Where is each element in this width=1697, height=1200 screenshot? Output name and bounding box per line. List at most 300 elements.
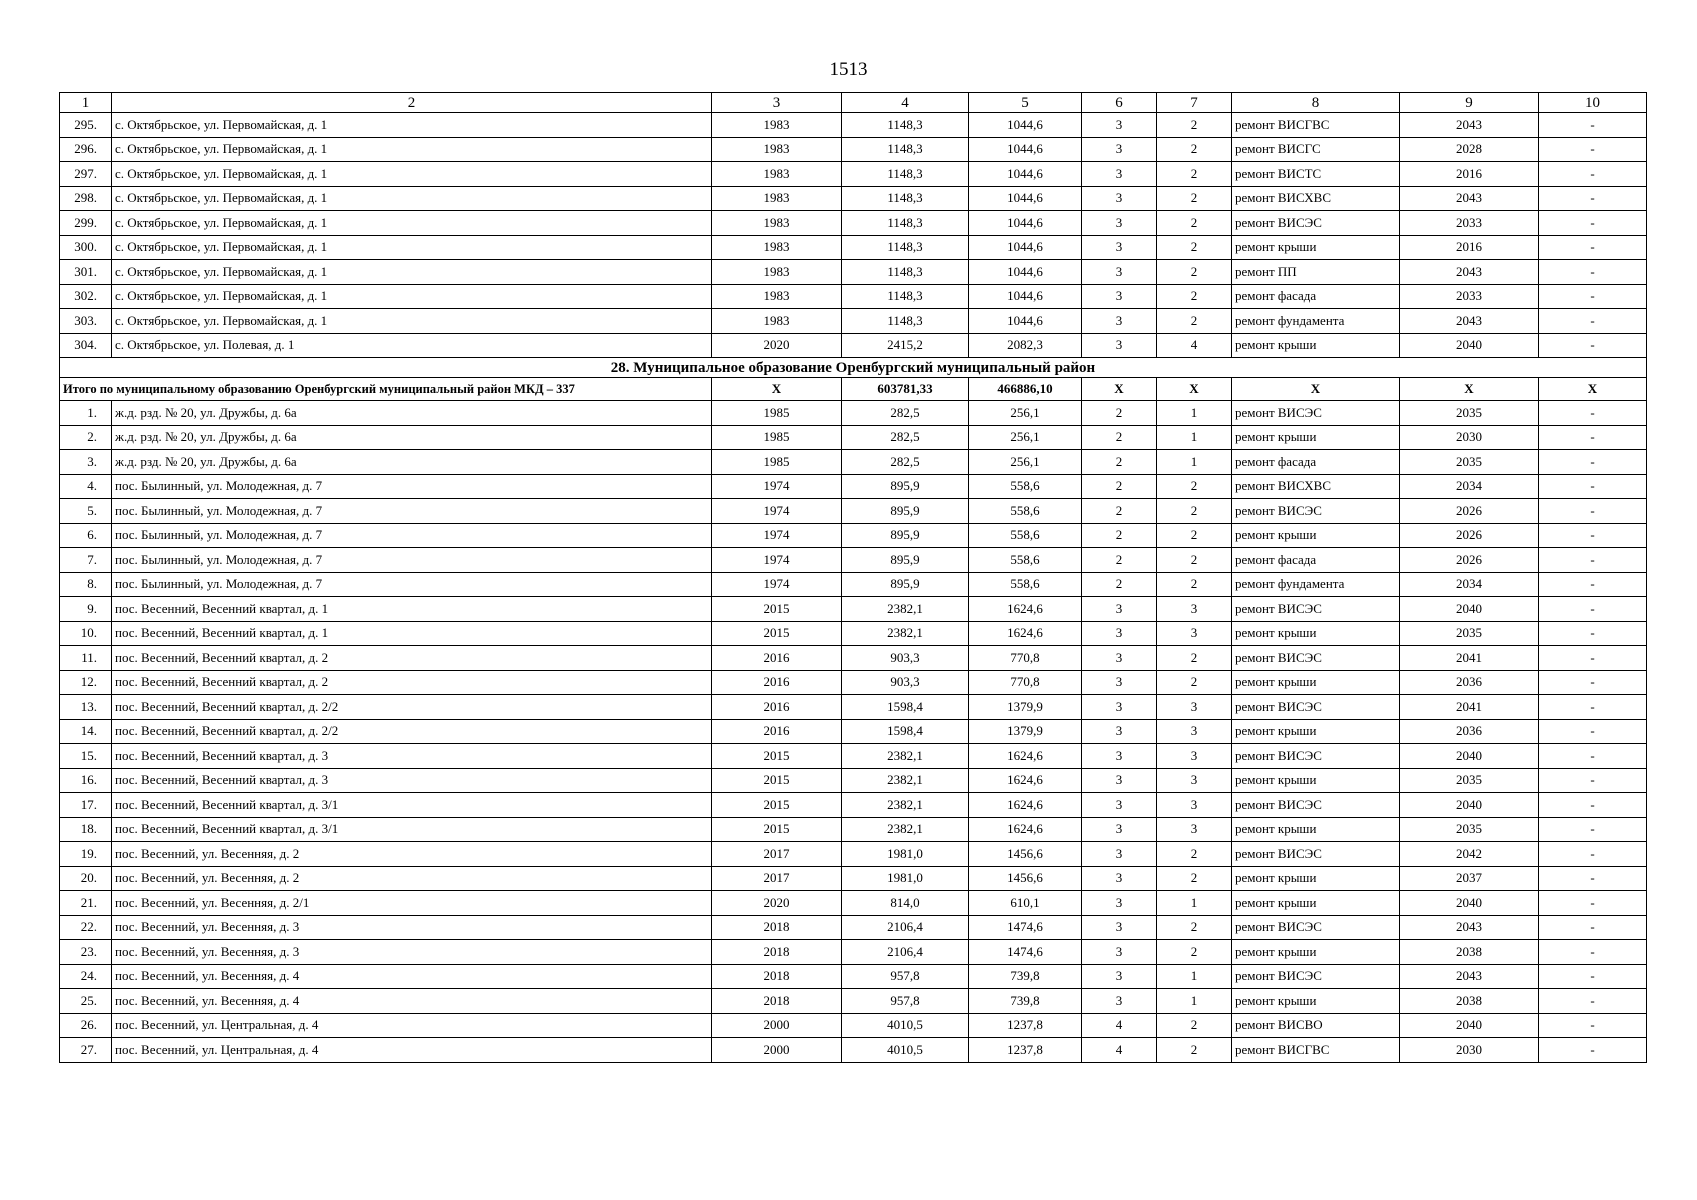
row-number-cell: 299. — [60, 211, 112, 236]
address-cell: пос. Весенний, ул. Весенняя, д. 2 — [112, 842, 712, 867]
entrances-cell: 1 — [1157, 450, 1232, 475]
plan-year-cell: 2028 — [1400, 137, 1539, 162]
work-type-cell: ремонт ВИСЭС — [1232, 964, 1400, 989]
total-area-cell: 1148,3 — [842, 284, 969, 309]
plan-year-cell: 2040 — [1400, 333, 1539, 358]
note-cell: - — [1539, 235, 1647, 260]
year-cell: 2018 — [712, 964, 842, 989]
work-type-cell: ремонт ВИСЭС — [1232, 499, 1400, 524]
entrances-cell: 2 — [1157, 309, 1232, 334]
living-area-cell: 1044,6 — [969, 309, 1082, 334]
year-cell: 1983 — [712, 113, 842, 138]
note-cell: - — [1539, 719, 1647, 744]
table-row — [60, 284, 1647, 309]
floors-cell: 3 — [1082, 744, 1157, 769]
living-area-cell: 558,6 — [969, 474, 1082, 499]
row-number-cell: 23. — [60, 940, 112, 965]
work-type-cell: ремонт ВИСГВС — [1232, 113, 1400, 138]
note-cell: - — [1539, 940, 1647, 965]
living-area-cell: 770,8 — [969, 646, 1082, 671]
floors-cell: 3 — [1082, 768, 1157, 793]
table-row — [60, 309, 1647, 334]
work-type-cell: ремонт крыши — [1232, 817, 1400, 842]
plan-year-cell: 2016 — [1400, 235, 1539, 260]
column-header-2: 2 — [112, 93, 712, 113]
note-cell: - — [1539, 695, 1647, 720]
living-area-cell: 256,1 — [969, 401, 1082, 426]
note-cell: - — [1539, 113, 1647, 138]
entrances-cell: 3 — [1157, 793, 1232, 818]
table-row — [60, 113, 1647, 138]
entrances-cell: 2 — [1157, 260, 1232, 285]
floors-cell: 3 — [1082, 646, 1157, 671]
living-area-cell: 1044,6 — [969, 113, 1082, 138]
plan-year-cell: 2043 — [1400, 260, 1539, 285]
floors-cell: 3 — [1082, 940, 1157, 965]
address-cell: пос. Весенний, ул. Центральная, д. 4 — [112, 1038, 712, 1063]
work-type-cell: ремонт ВИСЭС — [1232, 695, 1400, 720]
note-cell: - — [1539, 842, 1647, 867]
work-type-cell: ремонт ВИСХВС — [1232, 474, 1400, 499]
total-area-cell: 282,5 — [842, 425, 969, 450]
address-cell: пос. Весенний, ул. Весенняя, д. 4 — [112, 964, 712, 989]
total-area-cell: 1598,4 — [842, 719, 969, 744]
address-cell: ж.д. рзд. № 20, ул. Дружбы, д. 6а — [112, 425, 712, 450]
work-type-cell: ремонт крыши — [1232, 768, 1400, 793]
work-type-cell: ремонт ВИСЭС — [1232, 646, 1400, 671]
total-area-cell: 4010,5 — [842, 1013, 969, 1038]
table-row — [60, 842, 1647, 867]
year-cell: 2000 — [712, 1013, 842, 1038]
living-area-cell: 1044,6 — [969, 211, 1082, 236]
address-cell: с. Октябрьское, ул. Первомайская, д. 1 — [112, 309, 712, 334]
entrances-cell: 3 — [1157, 719, 1232, 744]
plan-year-cell: 2040 — [1400, 793, 1539, 818]
floors-cell: 4 — [1082, 1038, 1157, 1063]
table-row — [60, 137, 1647, 162]
total-area-cell: 957,8 — [842, 989, 969, 1014]
year-cell: 2015 — [712, 817, 842, 842]
year-cell: 2020 — [712, 333, 842, 358]
plan-year-cell: 2037 — [1400, 866, 1539, 891]
entrances-cell: 2 — [1157, 572, 1232, 597]
floors-cell: 3 — [1082, 670, 1157, 695]
note-cell: - — [1539, 548, 1647, 573]
year-cell: 2016 — [712, 695, 842, 720]
work-type-cell: ремонт ПП — [1232, 260, 1400, 285]
plan-year-cell: 2035 — [1400, 621, 1539, 646]
living-area-cell: 1456,6 — [969, 842, 1082, 867]
work-type-cell: ремонт крыши — [1232, 235, 1400, 260]
work-type-cell: ремонт ВИСХВС — [1232, 186, 1400, 211]
table-row — [60, 817, 1647, 842]
entrances-cell: 3 — [1157, 597, 1232, 622]
row-number-cell: 25. — [60, 989, 112, 1014]
floors-cell: 2 — [1082, 523, 1157, 548]
address-cell: пос. Былинный, ул. Молодежная, д. 7 — [112, 474, 712, 499]
entrances-cell: 2 — [1157, 670, 1232, 695]
year-cell: 2000 — [712, 1038, 842, 1063]
floors-cell: 2 — [1082, 450, 1157, 475]
living-area-cell: 1474,6 — [969, 940, 1082, 965]
year-cell: 1983 — [712, 284, 842, 309]
year-cell: 1974 — [712, 499, 842, 524]
column-header-10: 10 — [1539, 93, 1647, 113]
floors-cell: 3 — [1082, 989, 1157, 1014]
table-row — [60, 1013, 1647, 1038]
plan-year-cell: 2040 — [1400, 597, 1539, 622]
entrances-cell: 3 — [1157, 817, 1232, 842]
table-row — [60, 333, 1647, 358]
note-cell: - — [1539, 817, 1647, 842]
entrances-cell: 3 — [1157, 695, 1232, 720]
plan-year-cell: 2035 — [1400, 768, 1539, 793]
floors-cell: 3 — [1082, 842, 1157, 867]
note-cell: - — [1539, 450, 1647, 475]
floors-cell: 2 — [1082, 425, 1157, 450]
work-type-cell: ремонт крыши — [1232, 425, 1400, 450]
total-area-cell: 1148,3 — [842, 137, 969, 162]
year-cell: 2020 — [712, 891, 842, 916]
column-header-5: 5 — [969, 93, 1082, 113]
entrances-cell: 2 — [1157, 235, 1232, 260]
entrances-cell: 2 — [1157, 523, 1232, 548]
year-cell: 2016 — [712, 646, 842, 671]
total-area-cell: 1148,3 — [842, 211, 969, 236]
row-number-cell: 24. — [60, 964, 112, 989]
total-area-cell: 1598,4 — [842, 695, 969, 720]
address-cell: пос. Весенний, ул. Весенняя, д. 4 — [112, 989, 712, 1014]
address-cell: пос. Весенний, Весенний квартал, д. 3/1 — [112, 793, 712, 818]
floors-cell: 3 — [1082, 284, 1157, 309]
total-area-cell: 895,9 — [842, 523, 969, 548]
total-area-cell: 282,5 — [842, 450, 969, 475]
row-number-cell: 13. — [60, 695, 112, 720]
plan-year-cell: 2035 — [1400, 450, 1539, 475]
row-number-cell: 11. — [60, 646, 112, 671]
note-cell: - — [1539, 401, 1647, 426]
note-cell: - — [1539, 891, 1647, 916]
living-area-cell: 558,6 — [969, 548, 1082, 573]
row-number-cell: 296. — [60, 137, 112, 162]
address-cell: пос. Весенний, Весенний квартал, д. 2/2 — [112, 719, 712, 744]
total-area-cell: 957,8 — [842, 964, 969, 989]
note-cell: - — [1539, 866, 1647, 891]
work-type-cell: ремонт ВИСВО — [1232, 1013, 1400, 1038]
total-area-cell: 2382,1 — [842, 768, 969, 793]
row-number-cell: 9. — [60, 597, 112, 622]
living-area-cell: 1044,6 — [969, 162, 1082, 187]
work-type-cell: ремонт крыши — [1232, 670, 1400, 695]
floors-cell: 3 — [1082, 137, 1157, 162]
floors-cell: 3 — [1082, 817, 1157, 842]
entrances-cell: 1 — [1157, 964, 1232, 989]
living-area-cell: 1044,6 — [969, 186, 1082, 211]
entrances-cell: 1 — [1157, 989, 1232, 1014]
living-area-cell: 2082,3 — [969, 333, 1082, 358]
work-type-cell: ремонт крыши — [1232, 989, 1400, 1014]
work-type-total-cell: X — [1232, 378, 1400, 401]
plan-year-cell: 2043 — [1400, 186, 1539, 211]
total-area-cell: 2106,4 — [842, 915, 969, 940]
total-area-cell: 895,9 — [842, 474, 969, 499]
plan-year-cell: 2035 — [1400, 401, 1539, 426]
row-number-cell: 19. — [60, 842, 112, 867]
address-cell: пос. Былинный, ул. Молодежная, д. 7 — [112, 499, 712, 524]
total-area-cell: 282,5 — [842, 401, 969, 426]
floors-cell: 4 — [1082, 1013, 1157, 1038]
row-number-cell: 20. — [60, 866, 112, 891]
plan-year-cell: 2030 — [1400, 1038, 1539, 1063]
total-area-cell: 1148,3 — [842, 260, 969, 285]
plan-year-cell: 2041 — [1400, 695, 1539, 720]
row-number-cell: 2. — [60, 425, 112, 450]
note-cell: - — [1539, 964, 1647, 989]
note-total-cell: X — [1539, 378, 1647, 401]
address-cell: пос. Весенний, Весенний квартал, д. 3/1 — [112, 817, 712, 842]
year-cell: 2015 — [712, 621, 842, 646]
living-area-cell: 739,8 — [969, 964, 1082, 989]
plan-year-cell: 2026 — [1400, 548, 1539, 573]
note-cell: - — [1539, 309, 1647, 334]
note-cell: - — [1539, 621, 1647, 646]
year-cell: 1983 — [712, 235, 842, 260]
row-number-cell: 302. — [60, 284, 112, 309]
living-area-cell: 1474,6 — [969, 915, 1082, 940]
plan-year-total-cell: X — [1400, 378, 1539, 401]
address-cell: пос. Весенний, ул. Центральная, д. 4 — [112, 1013, 712, 1038]
plan-year-cell: 2033 — [1400, 211, 1539, 236]
table-row — [60, 891, 1647, 916]
year-cell: 2018 — [712, 940, 842, 965]
total-area-cell: 2382,1 — [842, 793, 969, 818]
living-area-cell: 256,1 — [969, 450, 1082, 475]
total-area-cell: 1981,0 — [842, 842, 969, 867]
year-cell: 2015 — [712, 744, 842, 769]
floors-cell: 3 — [1082, 186, 1157, 211]
floors-cell: 3 — [1082, 695, 1157, 720]
table-row — [60, 866, 1647, 891]
entrances-cell: 2 — [1157, 646, 1232, 671]
column-header-6: 6 — [1082, 93, 1157, 113]
living-area-cell: 1624,6 — [969, 768, 1082, 793]
year-cell: 1983 — [712, 162, 842, 187]
row-number-cell: 297. — [60, 162, 112, 187]
table-row — [60, 235, 1647, 260]
plan-year-cell: 2038 — [1400, 989, 1539, 1014]
year-cell: 1985 — [712, 425, 842, 450]
note-cell: - — [1539, 989, 1647, 1014]
year-cell: 2018 — [712, 915, 842, 940]
row-number-cell: 295. — [60, 113, 112, 138]
plan-year-cell: 2040 — [1400, 891, 1539, 916]
address-cell: пос. Весенний, Весенний квартал, д. 3 — [112, 744, 712, 769]
table-row — [60, 162, 1647, 187]
year-cell: 1983 — [712, 186, 842, 211]
work-type-cell: ремонт крыши — [1232, 621, 1400, 646]
address-cell: пос. Былинный, ул. Молодежная, д. 7 — [112, 548, 712, 573]
floors-total-cell: X — [1082, 378, 1157, 401]
table-row — [60, 425, 1647, 450]
row-number-cell: 1. — [60, 401, 112, 426]
plan-year-cell: 2034 — [1400, 474, 1539, 499]
floors-cell: 3 — [1082, 162, 1157, 187]
living-area-cell: 1237,8 — [969, 1038, 1082, 1063]
address-cell: пос. Весенний, Весенний квартал, д. 3 — [112, 768, 712, 793]
living-area-cell: 1237,8 — [969, 1013, 1082, 1038]
row-number-cell: 14. — [60, 719, 112, 744]
work-type-cell: ремонт ВИСЭС — [1232, 401, 1400, 426]
note-cell: - — [1539, 284, 1647, 309]
year-cell: 1983 — [712, 137, 842, 162]
work-type-cell: ремонт ВИСЭС — [1232, 915, 1400, 940]
address-cell: ж.д. рзд. № 20, ул. Дружбы, д. 6а — [112, 450, 712, 475]
table-row — [60, 646, 1647, 671]
table-row — [60, 940, 1647, 965]
floors-cell: 3 — [1082, 719, 1157, 744]
living-area-cell: 1624,6 — [969, 817, 1082, 842]
address-cell: с. Октябрьское, ул. Первомайская, д. 1 — [112, 186, 712, 211]
table-row — [60, 793, 1647, 818]
row-number-cell: 27. — [60, 1038, 112, 1063]
note-cell: - — [1539, 523, 1647, 548]
note-cell: - — [1539, 162, 1647, 187]
section-title: 28. Муниципальное образование Оренбургский муниципальный район — [60, 358, 1647, 378]
entrances-cell: 2 — [1157, 113, 1232, 138]
address-cell: пос. Весенний, Весенний квартал, д. 2/2 — [112, 695, 712, 720]
total-row — [60, 378, 1647, 401]
note-cell: - — [1539, 915, 1647, 940]
work-type-cell: ремонт ВИСЭС — [1232, 842, 1400, 867]
living-area-cell: 1624,6 — [969, 621, 1082, 646]
year-cell: 2017 — [712, 866, 842, 891]
table-row — [60, 260, 1647, 285]
address-cell: пос. Весенний, Весенний квартал, д. 2 — [112, 670, 712, 695]
floors-cell: 2 — [1082, 474, 1157, 499]
floors-cell: 3 — [1082, 621, 1157, 646]
column-header-3: 3 — [712, 93, 842, 113]
year-cell: 1974 — [712, 523, 842, 548]
row-number-cell: 10. — [60, 621, 112, 646]
table-row — [60, 719, 1647, 744]
table-row — [60, 450, 1647, 475]
entrances-cell: 2 — [1157, 1038, 1232, 1063]
address-cell: с. Октябрьское, ул. Полевая, д. 1 — [112, 333, 712, 358]
living-area-cell: 610,1 — [969, 891, 1082, 916]
address-cell: с. Октябрьское, ул. Первомайская, д. 1 — [112, 137, 712, 162]
total-area-cell: 895,9 — [842, 572, 969, 597]
total-area-cell: 1148,3 — [842, 162, 969, 187]
row-number-cell: 6. — [60, 523, 112, 548]
table-row — [60, 499, 1647, 524]
total-area-cell: 895,9 — [842, 499, 969, 524]
row-number-cell: 18. — [60, 817, 112, 842]
living-area-cell: 1456,6 — [969, 866, 1082, 891]
total-area-cell: 1148,3 — [842, 309, 969, 334]
address-cell: пос. Весенний, ул. Весенняя, д. 3 — [112, 940, 712, 965]
entrances-cell: 2 — [1157, 499, 1232, 524]
plan-year-cell: 2036 — [1400, 670, 1539, 695]
plan-year-cell: 2034 — [1400, 572, 1539, 597]
entrances-cell: 2 — [1157, 162, 1232, 187]
note-cell: - — [1539, 499, 1647, 524]
row-number-cell: 16. — [60, 768, 112, 793]
row-number-cell: 300. — [60, 235, 112, 260]
total-area-cell: 2415,2 — [842, 333, 969, 358]
entrances-cell: 3 — [1157, 621, 1232, 646]
work-type-cell: ремонт крыши — [1232, 719, 1400, 744]
floors-cell: 3 — [1082, 866, 1157, 891]
work-type-cell: ремонт крыши — [1232, 891, 1400, 916]
year-cell: 1985 — [712, 401, 842, 426]
column-header-row — [60, 93, 1647, 113]
work-type-cell: ремонт ВИСГС — [1232, 137, 1400, 162]
entrances-cell: 4 — [1157, 333, 1232, 358]
floors-cell: 3 — [1082, 915, 1157, 940]
total-area-cell: 2382,1 — [842, 621, 969, 646]
living-area-cell: 1379,9 — [969, 695, 1082, 720]
table-row — [60, 211, 1647, 236]
year-cell: 2018 — [712, 989, 842, 1014]
entrances-cell: 3 — [1157, 768, 1232, 793]
row-number-cell: 4. — [60, 474, 112, 499]
total-area-cell: 1981,0 — [842, 866, 969, 891]
entrances-cell: 2 — [1157, 1013, 1232, 1038]
section-title-row — [60, 358, 1647, 378]
table-row — [60, 597, 1647, 622]
table-row — [60, 695, 1647, 720]
row-number-cell: 26. — [60, 1013, 112, 1038]
column-header-8: 8 — [1232, 93, 1400, 113]
total-area-cell: 1148,3 — [842, 113, 969, 138]
floors-cell: 3 — [1082, 333, 1157, 358]
living-area-cell: 558,6 — [969, 523, 1082, 548]
table-row — [60, 670, 1647, 695]
table-row — [60, 548, 1647, 573]
year-cell: 1983 — [712, 260, 842, 285]
table-row — [60, 401, 1647, 426]
entrances-cell: 2 — [1157, 137, 1232, 162]
work-type-cell: ремонт фасада — [1232, 450, 1400, 475]
page-number: 1513 — [829, 59, 868, 80]
total-area-total-cell: 603781,33 — [842, 378, 969, 401]
address-cell: с. Октябрьское, ул. Первомайская, д. 1 — [112, 235, 712, 260]
living-area-cell: 1624,6 — [969, 744, 1082, 769]
year-cell: 1983 — [712, 309, 842, 334]
address-cell: с. Октябрьское, ул. Первомайская, д. 1 — [112, 284, 712, 309]
total-area-cell: 1148,3 — [842, 235, 969, 260]
year-cell: 1974 — [712, 572, 842, 597]
note-cell: - — [1539, 744, 1647, 769]
row-number-cell: 5. — [60, 499, 112, 524]
work-type-cell: ремонт ВИСЭС — [1232, 211, 1400, 236]
entrances-cell: 2 — [1157, 548, 1232, 573]
living-area-cell: 256,1 — [969, 425, 1082, 450]
plan-year-cell: 2040 — [1400, 744, 1539, 769]
work-type-cell: ремонт ВИСГВС — [1232, 1038, 1400, 1063]
address-cell: пос. Былинный, ул. Молодежная, д. 7 — [112, 572, 712, 597]
entrances-cell: 1 — [1157, 401, 1232, 426]
table-row — [60, 744, 1647, 769]
plan-year-cell: 2043 — [1400, 309, 1539, 334]
living-area-cell: 1379,9 — [969, 719, 1082, 744]
plan-year-cell: 2036 — [1400, 719, 1539, 744]
note-cell: - — [1539, 572, 1647, 597]
floors-cell: 2 — [1082, 572, 1157, 597]
note-cell: - — [1539, 793, 1647, 818]
plan-year-cell: 2043 — [1400, 915, 1539, 940]
total-area-cell: 2382,1 — [842, 597, 969, 622]
